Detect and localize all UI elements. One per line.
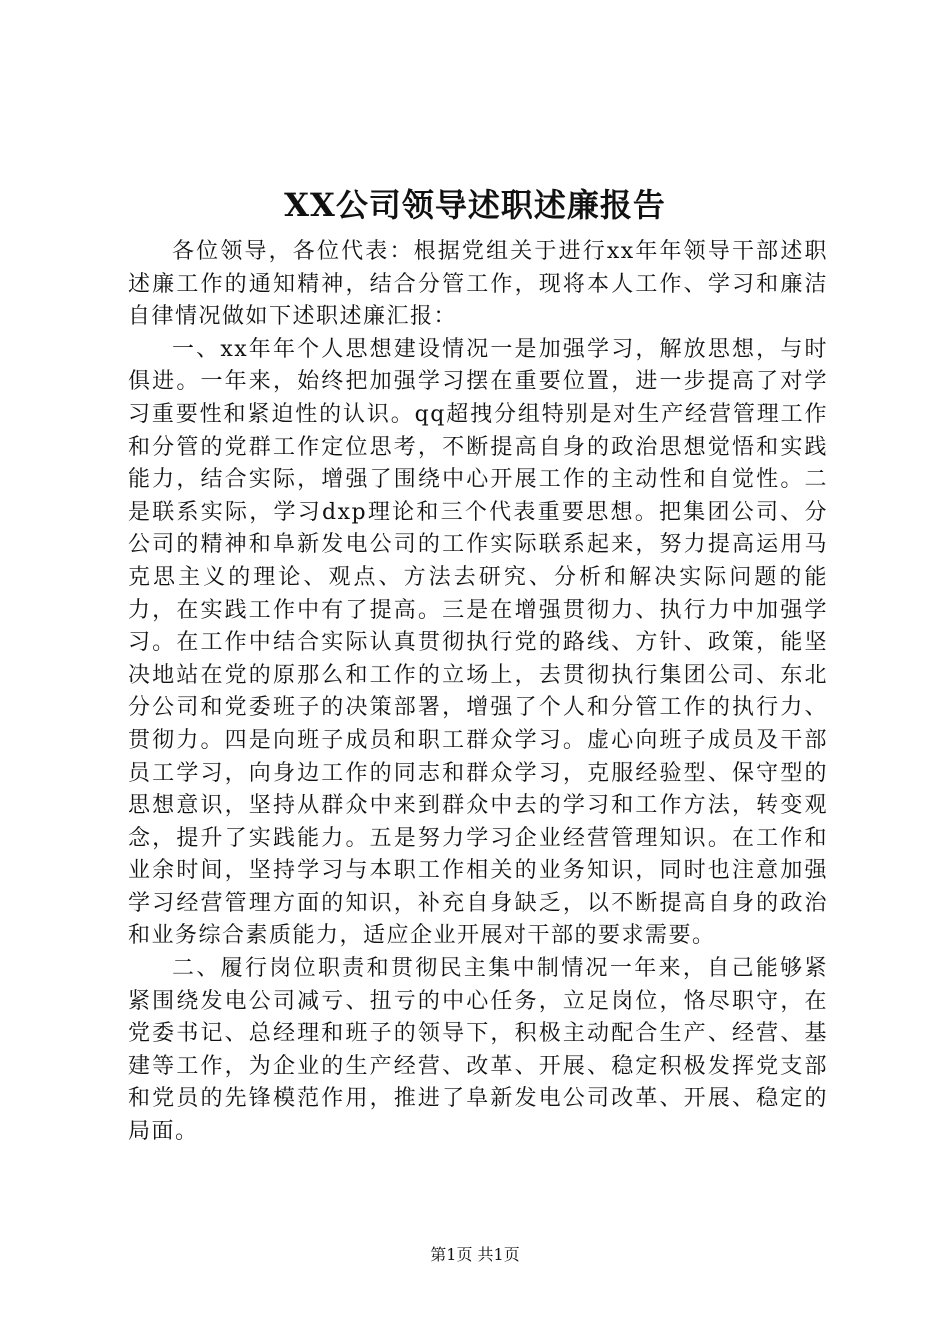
page-footer: 第1页 共1页 (430, 1245, 520, 1264)
paragraph-section-1: 一、xx年年个人思想建设情况一是加强学习，解放思想，与时俱进。一年来，始终把加强学习摆在重要位置，进一步提高了对学习重要性和紧迫性的认识。qq超拽分组特别是对生产经营管理工作和分管的党群工作定位思考，不断提高自身的政治思想觉悟和实践能力，结合实际，增强了围绕中心开展工作的主动性和自觉性。二是联系实际，学习dxp理论和三个代表重要思想。把集团公司、分公司的精神和阜新发电公司的工作实际联系起来，努力提高运用马克思主义的理论、观点、方法去研究、分析和解决实际问题的能力，在实践工作中有了提高。三是在增强贯彻力、执行力中加强学习。在工作中结合实际认真贯彻执行党的路线、方针、政策，能坚决地站在党的原那么和工作的立场上，去贯彻执行集团公司、东北分公司和党委班子的决策部署，增强了个人和分管工作的执行力、贯彻力。四是向班子成员和职工群众学习。虚心向班子成员及干部员工学习，向身边工作的同志和群众学习，克服经验型、保守型的思想意识，坚持从群众中来到群众中去的学习和工作方法，转变观念，提升了实践能力。五是努力学习企业经营管理知识。在工作和业余时间，坚持学习与本职工作相关的业务知识，同时也注意加强学习经营管理方面的知识，补充自身缺乏，以不断提高自身的政治和业务综合素质能力，适应企业开展对干部的要求需要。 (128, 336, 828, 949)
paragraph-greeting: 各位领导，各位代表：根据党组关于进行xx年年领导干部述职述廉工作的通知精神，结合分管工作，现将本人工作、学习和廉洁自律情况做如下述职述廉汇报： (128, 239, 828, 330)
document-title: XX公司领导述职述廉报告 (284, 186, 666, 224)
paragraph-section-2: 二、履行岗位职责和贯彻民主集中制情况一年来，自己能够紧紧围绕发电公司减亏、扭亏的中心任务，立足岗位，恪尽职守，在党委书记、总经理和班子的领导下，积极主动配合生产、经营、基建等工作，为企业的生产经营、改革、开展、稳定积极发挥党支部和党员的先锋模范作用，推进了阜新发电公司改革、开展、稳定的局面。 (128, 956, 828, 1145)
document-body (128, 236, 828, 1149)
